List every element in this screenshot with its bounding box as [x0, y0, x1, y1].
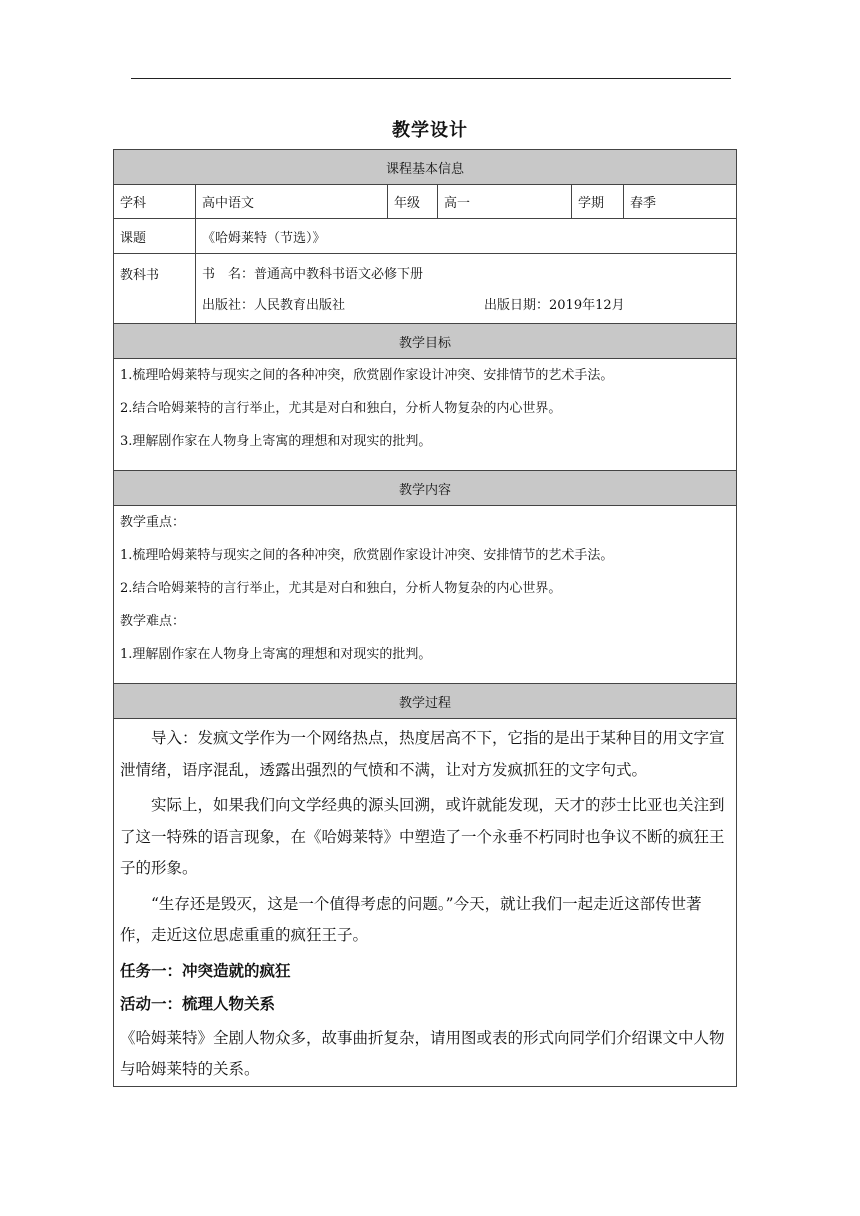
- textbook-label: 教科书: [114, 254, 196, 323]
- key-points-label: 教学重点：: [120, 515, 186, 530]
- publish-date: 出版日期：2019年12月: [484, 298, 625, 313]
- activity-heading: 活动一：梳理人物关系: [120, 995, 276, 1013]
- objective-item: 1.梳理哈姆莱特与现实之间的各种冲突，欣赏剧作家设计冲突、安排情节的艺术手法。: [120, 368, 614, 383]
- publication-line: [202, 295, 730, 317]
- subject-value: 高中语文: [196, 185, 388, 218]
- document-title: 教学设计: [392, 120, 468, 141]
- grade-label: 年级: [388, 185, 438, 218]
- objectives-list: [114, 359, 736, 471]
- process-paragraph: “生存还是毁灭，这是一个值得考虑的问题。”今天，就让我们一起走近这部传世著作，走近这位思虑重重的疯狂王子。: [120, 894, 702, 944]
- topic-label: 课题: [114, 219, 196, 253]
- difficult-points-label: 教学难点：: [120, 614, 186, 629]
- difficult-point-item: 1.理解剧作家在人物身上寄寓的理想和对现实的批判。: [120, 647, 432, 662]
- process-paragraph: 实际上，如果我们向文学经典的源头回溯，或许就能发现，天才的莎士比亚也关注到了这一特殊的语言现象，在《哈姆莱特》中塑造了一个永垂不朽同时也争议不断的疯狂王子的形象。: [120, 796, 725, 877]
- topic-row: [114, 219, 736, 254]
- process-header: 教学过程: [114, 684, 736, 719]
- term-label: 学期: [572, 185, 624, 218]
- term-value: 春季: [630, 196, 657, 211]
- topic-value: 《哈姆莱特（节选）》: [202, 230, 326, 246]
- intro-paragraph: 导入：发疯文学作为一个网络热点，热度居高不下，它指的是出于某种目的用文字宣泄情绪，语序混乱，透露出强烈的气愤和不满，让对方发疯抓狂的文字句式。: [120, 729, 725, 779]
- subject-label: 学科: [114, 185, 196, 218]
- book-name: 书 名：普通高中教科书语文必修下册: [202, 267, 424, 282]
- key-point-item: 2.结合哈姆莱特的言行举止，尤其是对白和独白，分析人物复杂的内心世界。: [120, 581, 562, 596]
- process-body: [114, 719, 736, 1086]
- header-rule: [131, 78, 731, 79]
- textbook-details: [196, 254, 736, 323]
- subject-row: [114, 185, 736, 219]
- basic-info-header: 课程基本信息: [114, 150, 736, 185]
- objective-item: 2.结合哈姆莱特的言行举止，尤其是对白和独白，分析人物复杂的内心世界。: [120, 401, 562, 416]
- task-heading: 任务一：冲突造就的疯狂: [120, 961, 291, 980]
- content-header: 教学内容: [114, 471, 736, 506]
- textbook-row: [114, 254, 736, 324]
- publisher: 出版社：人民教育出版社: [202, 298, 346, 313]
- grade-value: 高一: [438, 185, 572, 218]
- lesson-plan-table: [113, 149, 737, 1087]
- key-point-item: 1.梳理哈姆莱特与现实之间的各种冲突，欣赏剧作家设计冲突、安排情节的艺术手法。: [120, 548, 614, 563]
- content-list: [114, 506, 736, 684]
- activity-text: 《哈姆莱特》全剧人物众多，故事曲折复杂，请用图或表的形式向同学们介绍课文中人物与哈姆莱特的关系。: [120, 1028, 725, 1078]
- objectives-header: 教学目标: [114, 324, 736, 359]
- objective-item: 3.理解剧作家在人物身上寄寓的理想和对现实的批判。: [120, 434, 432, 449]
